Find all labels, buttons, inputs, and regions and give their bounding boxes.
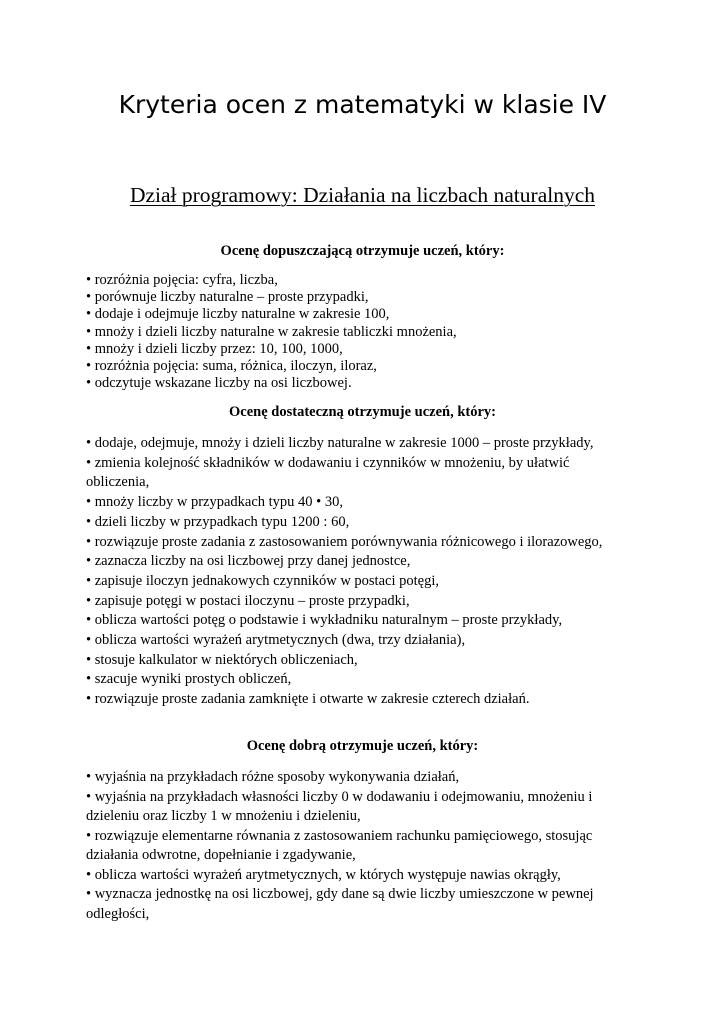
list-item: • zapisuje iloczyn jednakowych czynników w postaci potęgi,	[86, 572, 439, 589]
list-item: • wyjaśnia na przykładach różne sposoby wykonywania działań,	[86, 769, 460, 785]
list-item: • mnoży i dzieli liczby naturalne w zakresie tabliczki mnożenia,	[86, 323, 457, 340]
list-item: • rozróżnia pojęcia: suma, różnica, iloczyn, iloraz,	[86, 358, 377, 375]
list-item: • rozwiązuje elementarne równania z zastosowaniem rachunku pamięciowego, stosując działania odwrotne, dopełnianie i zgadywanie,	[86, 827, 593, 863]
list-item: • odczytuje wskazane liczby na osi liczbowej.	[86, 375, 352, 392]
grade-heading-dostateczna: Ocenę dostateczną otrzymuje uczeń, który:	[229, 404, 496, 420]
section-heading: Dział programowy: Działania na liczbach naturalnych	[129, 183, 596, 207]
list-item: • mnoży liczby w przypadkach typu 40 • 30,	[86, 494, 343, 511]
criteria-list-dostateczna	[86, 434, 626, 710]
list-item: • rozwiązuje proste zadania z zastosowaniem porównywania różnicowego i ilorazowego,	[86, 533, 603, 550]
grade-heading-dopuszczajaca: Ocenę dopuszczającą otrzymuje uczeń, który:	[220, 243, 505, 259]
list-item: • zapisuje potęgi w postaci iloczynu – proste przypadki,	[86, 592, 410, 609]
criteria-list-dobra	[86, 768, 626, 924]
list-item: • zmienia kolejność składników w dodawaniu i czynników w mnożeniu, by ułatwić obliczenia,	[86, 454, 570, 491]
page-title: Kryteria ocen z matematyki w klasie IV	[118, 90, 607, 119]
list-item: • oblicza wartości potęg o podstawie i wykładniku naturalnym – proste przykłady,	[86, 612, 563, 629]
list-item: • szacuje wyniki prostych obliczeń,	[86, 671, 292, 688]
list-item: • oblicza wartości wyrażeń arytmetycznych, w których występuje nawias okrągły,	[86, 866, 561, 883]
list-item: • oblicza wartości wyrażeń arytmetycznych (dwa, trzy działania),	[86, 632, 466, 649]
list-item: • mnoży i dzieli liczby przez: 10, 100, 1000,	[86, 340, 343, 357]
list-item: • porównuje liczby naturalne – proste przypadki,	[86, 289, 369, 306]
criteria-list-dopuszczajaca	[86, 272, 626, 392]
list-item: • stosuje kalkulator w niektórych obliczeniach,	[86, 651, 358, 668]
list-item: • dodaje i odejmuje liczby naturalne w zakresie 100,	[86, 306, 390, 323]
list-item: • dodaje, odejmuje, mnoży i dzieli liczby naturalne w zakresie 1000 – proste przykłady,	[86, 435, 594, 451]
list-item: • rozwiązuje proste zadania zamknięte i otwarte w zakresie czterech działań.	[86, 691, 530, 708]
list-item: • wyjaśnia na przykładach własności liczby 0 w dodawaniu i odejmowaniu, mnożeniu i dzieleniu oraz liczby 1 w mnożeniu i dzieleniu,	[86, 788, 593, 824]
list-item: • zaznacza liczby na osi liczbowej przy danej jednostce,	[86, 553, 411, 570]
list-item: • rozróżnia pojęcia: cyfra, liczba,	[86, 272, 278, 288]
list-item: • dzieli liczby w przypadkach typu 1200 : 60,	[86, 513, 350, 530]
list-item: • wyznacza jednostkę na osi liczbowej, gdy dane są dwie liczby umieszczone w pewnej odległości,	[86, 886, 594, 922]
grade-heading-dobra: Ocenę dobrą otrzymuje uczeń, który:	[246, 738, 479, 754]
